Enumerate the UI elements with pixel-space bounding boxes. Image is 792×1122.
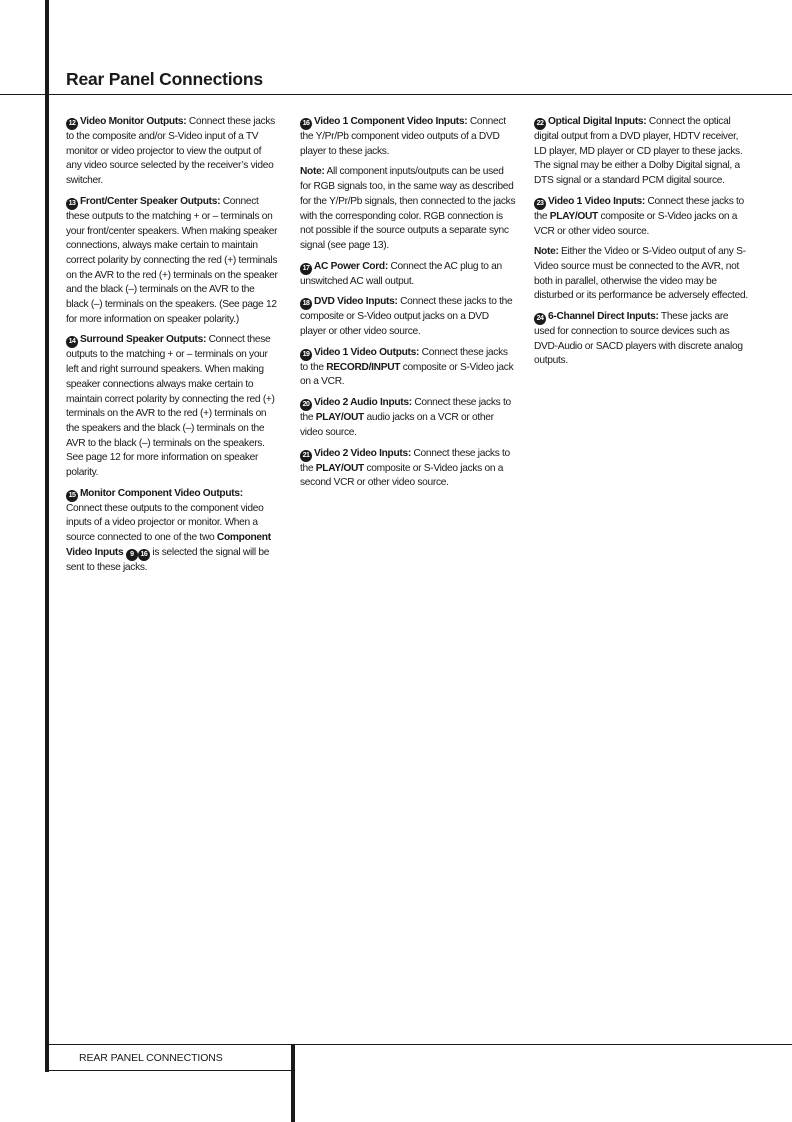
entry-heading: Monitor Component Video Outputs: bbox=[80, 487, 243, 499]
callout-number-12: 12 bbox=[66, 118, 78, 130]
entry-heading: Optical Digital Inputs: bbox=[548, 116, 647, 127]
entry-text: composite or S-Video jack on a VCR. bbox=[300, 361, 514, 388]
callout-number-19: 19 bbox=[300, 349, 312, 361]
note-video-svideo bbox=[534, 245, 750, 304]
left-vertical-bar bbox=[45, 0, 49, 1072]
entry-video1-video-inputs bbox=[534, 195, 750, 239]
record-input-label: RECORD/INPUT bbox=[326, 361, 401, 373]
callout-number-16: 16 bbox=[138, 549, 150, 561]
entry-heading: DVD Video Inputs: bbox=[314, 296, 398, 308]
note-rgb-signals bbox=[300, 165, 516, 253]
entry-heading: Video 1 Component Video Inputs: bbox=[314, 116, 468, 127]
entry-heading: Surround Speaker Outputs: bbox=[80, 334, 207, 346]
entry-ac-power-cord bbox=[300, 260, 516, 290]
entry-text: Connect the optical digital output from a DVD player, HDTV receiver, LD player, MD player or CD player to these jacks. The signal may be either a Dolby Digital signal, a DTS signal or a standard PCM digital source. bbox=[534, 116, 743, 187]
entry-heading: Front/Center Speaker Outputs: bbox=[80, 195, 221, 207]
entry-video2-video-inputs bbox=[300, 447, 516, 491]
callout-number-14: 14 bbox=[66, 336, 78, 348]
footer-bottom-rule bbox=[45, 1070, 295, 1071]
column-2 bbox=[300, 115, 516, 497]
entry-monitor-component-video-outputs bbox=[66, 487, 278, 576]
entry-video1-component-video-inputs bbox=[300, 115, 516, 159]
callout-number-20: 20 bbox=[300, 399, 312, 411]
entry-heading: Video 2 Audio Inputs: bbox=[314, 397, 412, 409]
callout-number-21: 21 bbox=[300, 450, 312, 462]
callout-number-9: 9 bbox=[126, 549, 138, 561]
entry-dvd-video-inputs bbox=[300, 295, 516, 339]
entry-text: Connect these jacks to the composite or S-Video output jacks on a DVD player or other video source. bbox=[300, 296, 513, 338]
entry-text: These jacks are used for connection to source devices such as DVD-Audio or SACD players with discrete analog outputs. bbox=[534, 311, 743, 367]
entry-text: Connect these outputs to the matching + or – terminals on your left and right surround speakers. When making speaker connections always make certain to maintain correct polarity by connecting the red (+) terminals on the AVR to the red (+) terminals on the speakers and the black (–) terminals on the AVR to the black (–) terminals on the speakers. See page 12 for more information on speaker polarity. bbox=[66, 334, 275, 479]
callout-number-24: 24 bbox=[534, 313, 546, 325]
play-out-label: PLAY/OUT bbox=[315, 412, 364, 424]
callout-number-16: 16 bbox=[300, 118, 312, 130]
entry-optical-digital-inputs bbox=[534, 115, 750, 189]
entry-surround-speaker-outputs bbox=[66, 333, 278, 480]
entry-heading: Video 2 Video Inputs: bbox=[314, 447, 411, 459]
note-heading: Note: bbox=[534, 246, 559, 258]
entry-heading: 6-Channel Direct Inputs: bbox=[548, 311, 659, 323]
note-heading: Note: bbox=[300, 166, 325, 178]
entry-text: Connect these outputs to the matching + or – terminals on your front/center speakers. When making speaker connections, always make certain to maintain correct polarity by connecting the red (+) terminals on the AVR to the red (+) terminals on the speaker and the black (–) terminals on the AVR to the black (–) terminals on the speakers. (See page 12 for more information on speaker polarity.) bbox=[66, 195, 278, 325]
column-1 bbox=[66, 115, 278, 582]
entry-video-monitor-outputs bbox=[66, 115, 278, 189]
entry-text: Connect these jacks to the bbox=[534, 195, 744, 222]
entry-heading: Video 1 Video Inputs: bbox=[548, 195, 645, 207]
page-title: Rear Panel Connections bbox=[66, 69, 263, 89]
callout-number-13: 13 bbox=[66, 198, 78, 210]
entry-text: audio jacks on a VCR or other video source. bbox=[300, 412, 494, 438]
entry-heading: Video 1 Video Outputs: bbox=[314, 346, 420, 358]
entry-front-center-speaker-outputs bbox=[66, 195, 278, 328]
header-rule bbox=[0, 94, 792, 95]
entry-text: Connect these jacks to the bbox=[300, 346, 508, 373]
entry-heading: Video Monitor Outputs: bbox=[80, 116, 187, 127]
column-3 bbox=[534, 115, 750, 375]
callout-number-15: 15 bbox=[66, 490, 78, 502]
callout-number-23: 23 bbox=[534, 198, 546, 210]
entry-text: Connect the Y/Pr/Pb component video outputs of a DVD player to these jacks. bbox=[300, 116, 506, 157]
entry-text: composite or S-Video jacks on a VCR or other video source. bbox=[534, 210, 738, 237]
entry-text: composite or S-Video jacks on a second VCR or other video source. bbox=[300, 462, 504, 489]
callout-number-22: 22 bbox=[534, 118, 546, 130]
entry-text: is selected the signal will be sent to these jacks. bbox=[66, 546, 270, 573]
entry-text: Connect these outputs to the component video inputs of a video projector or monitor. When a source connected to one of the two bbox=[66, 502, 264, 544]
callout-number-18: 18 bbox=[300, 298, 312, 310]
entry-video2-audio-inputs bbox=[300, 396, 516, 440]
component-video-inputs-ref: Component Video Inputs bbox=[66, 532, 271, 558]
footer-section-label: REAR PANEL CONNECTIONS bbox=[79, 1052, 223, 1064]
entry-text: Connect these jacks to the composite and/or S-Video input of a TV monitor or video projector to view the output of any video source selected by the receiver’s video switcher. bbox=[66, 116, 275, 187]
note-text: All component inputs/outputs can be used for RGB signals too, in the same way as described for the Y/Pr/Pb signals, then connected to the jacks with the corresponding color. RGB connection is not possible if the source outputs a separate sync signal (see page 13). bbox=[300, 166, 516, 251]
play-out-label: PLAY/OUT bbox=[549, 210, 598, 222]
entry-text: Connect these jacks to the bbox=[300, 447, 510, 474]
play-out-label: PLAY/OUT bbox=[315, 462, 364, 474]
entry-text: Connect these jacks to the bbox=[300, 397, 511, 424]
footer-vertical-bar bbox=[291, 1044, 295, 1122]
entry-video1-video-outputs bbox=[300, 346, 516, 390]
entry-6-channel-direct-inputs bbox=[534, 310, 750, 369]
footer-rule bbox=[45, 1044, 792, 1045]
callout-number-17: 17 bbox=[300, 263, 312, 275]
entry-text: Connect the AC plug to an unswitched AC wall output. bbox=[300, 260, 502, 287]
note-text: Either the Video or S-Video output of any S-Video source must be connected to the AVR, not both in parallel, otherwise the video may be disturbed or its performance be adversely effected. bbox=[534, 246, 748, 302]
entry-heading: AC Power Cord: bbox=[314, 260, 388, 272]
